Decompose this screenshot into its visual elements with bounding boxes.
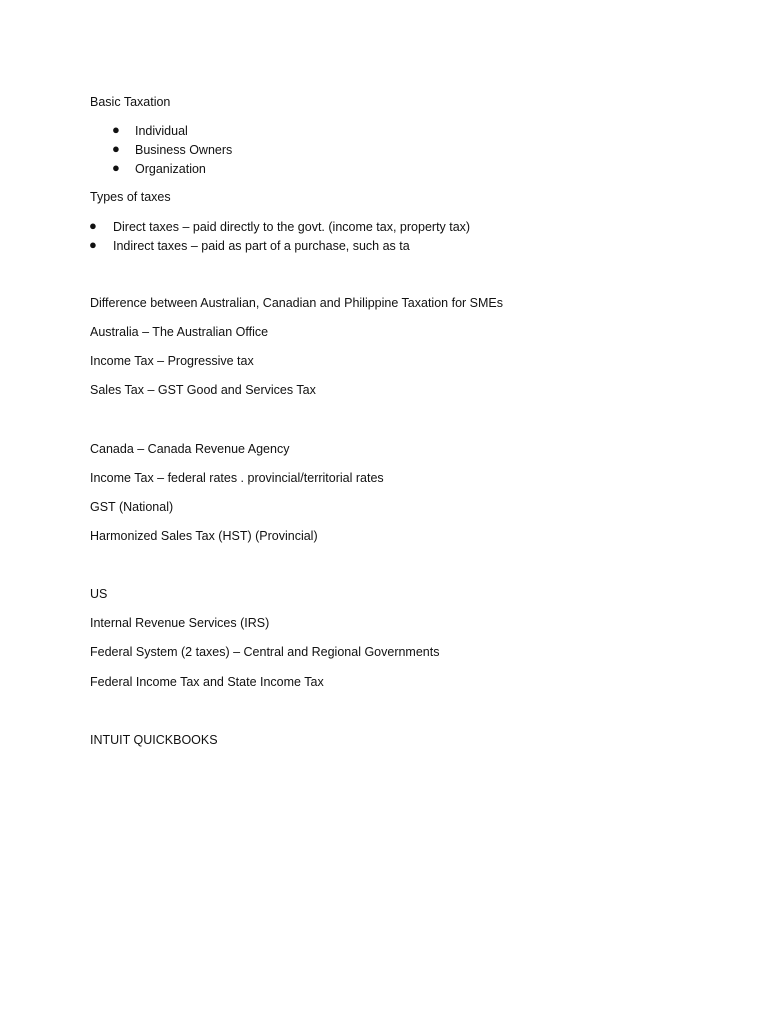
list-item: Individual (135, 124, 188, 138)
canada-title: Canada – Canada Revenue Agency (90, 442, 290, 456)
list-item: Direct taxes – paid directly to the govt. (income tax, property tax) (113, 220, 471, 234)
list-item: Business Owners (135, 143, 233, 157)
canada-income-tax: Income Tax – federal rates . provincial/territorial rates (90, 471, 384, 485)
australia-income-tax: Income Tax – Progressive tax (90, 354, 254, 368)
us-agency: Internal Revenue Services (IRS) (90, 616, 270, 630)
canada-hst: Harmonized Sales Tax (HST) (Provincial) (90, 529, 318, 543)
bullet-icon: ● (112, 160, 120, 175)
canada-gst: GST (National) (90, 500, 174, 514)
australia-sales-tax: Sales Tax – GST Good and Services Tax (90, 383, 316, 397)
bullet-icon: ● (89, 218, 97, 233)
list-item: Indirect taxes – paid as part of a purchase, such as ta (113, 239, 410, 253)
australia-title: Australia – The Australian Office (90, 325, 269, 339)
basic-taxation-heading: Basic Taxation (90, 95, 171, 109)
bullet-icon: ● (112, 122, 120, 137)
list-item: Organization (135, 162, 206, 176)
us-title: US (90, 587, 108, 601)
difference-heading: Difference between Australian, Canadian and Philippine Taxation for SMEs (90, 296, 503, 310)
closing-line: INTUIT QUICKBOOKS (90, 733, 218, 747)
us-income-tax: Federal Income Tax and State Income Tax (90, 675, 324, 689)
types-of-taxes-heading: Types of taxes (90, 190, 171, 204)
bullet-icon: ● (89, 237, 97, 252)
bullet-icon: ● (112, 141, 120, 156)
us-federal-system: Federal System (2 taxes) – Central and Regional Governments (90, 645, 440, 659)
